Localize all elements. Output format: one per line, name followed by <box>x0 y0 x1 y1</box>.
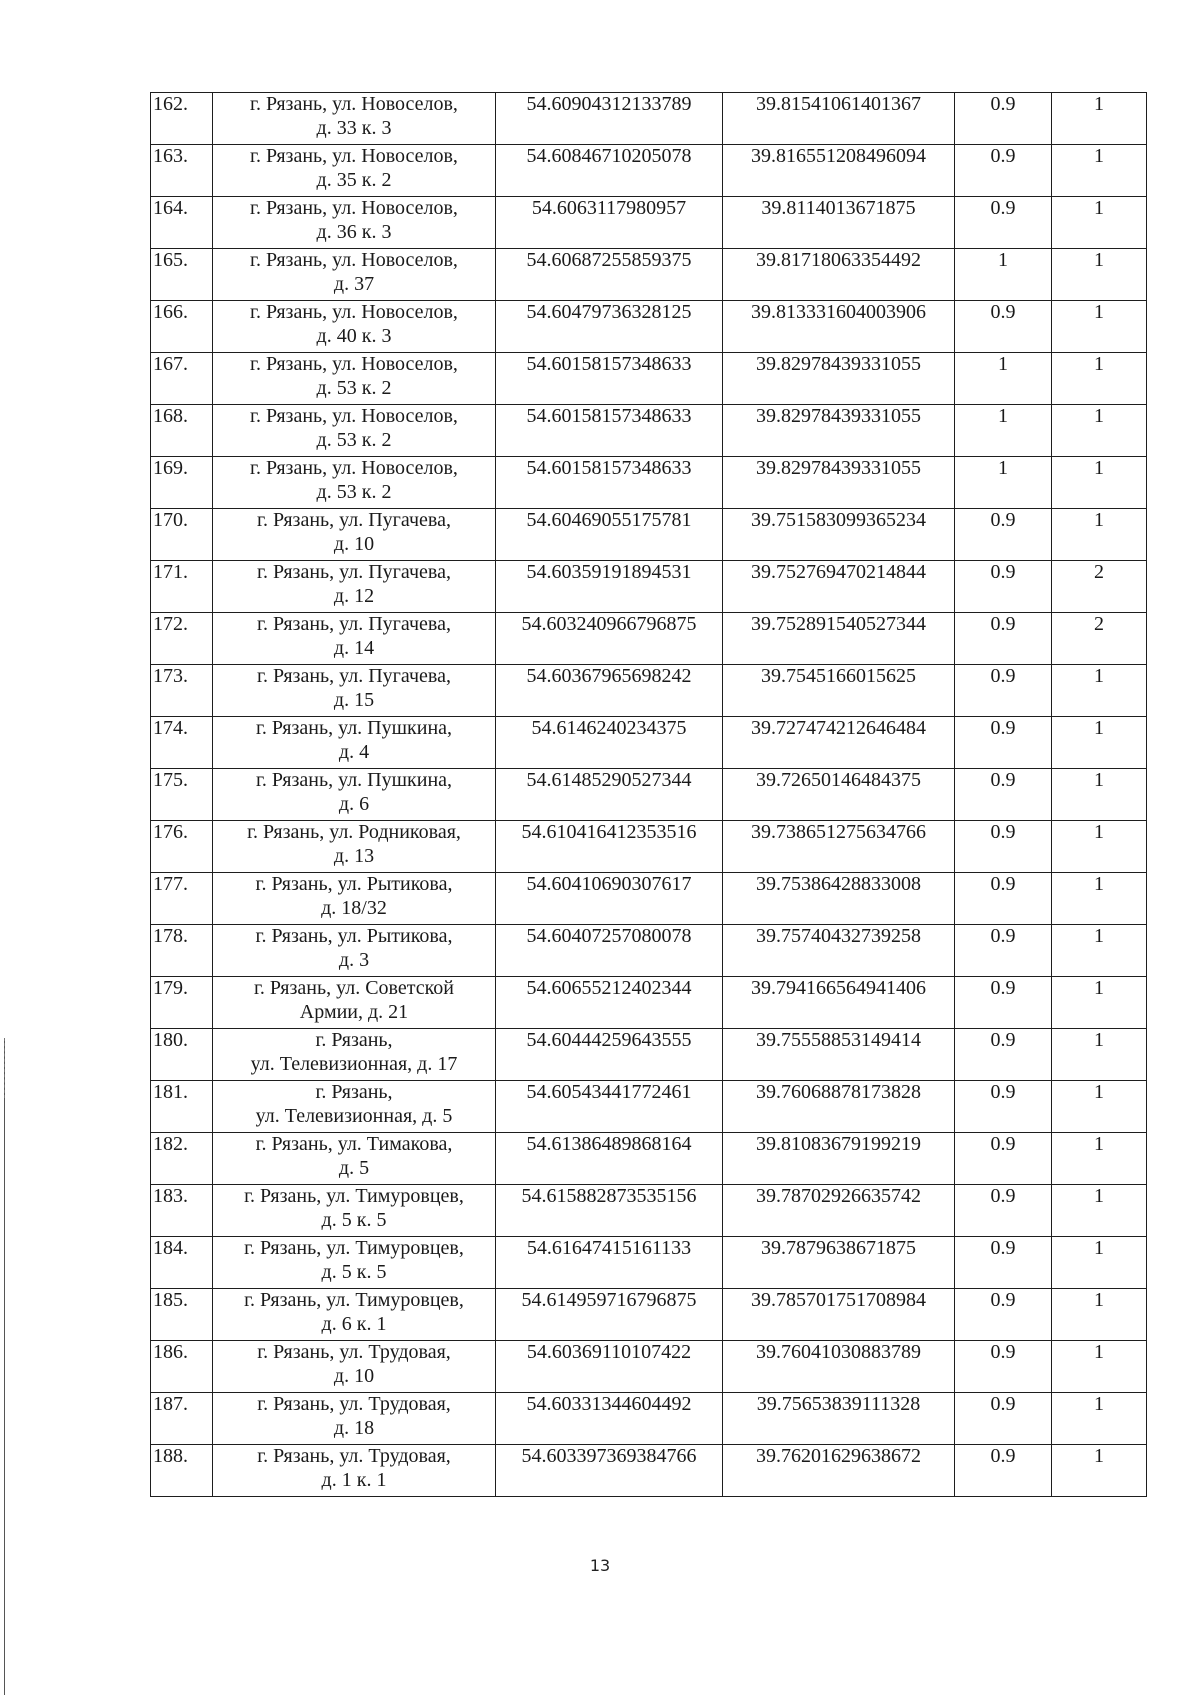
row-number-cell: 174. <box>151 717 213 769</box>
row-number-cell: 188. <box>151 1445 213 1497</box>
value-b-cell: 1 <box>1052 1445 1147 1497</box>
value-b-cell: 1 <box>1052 249 1147 301</box>
address-cell <box>213 821 496 873</box>
longitude-cell: 39.75558853149414 <box>723 1029 955 1081</box>
address-cell <box>213 665 496 717</box>
value-a-cell: 0.9 <box>955 145 1052 197</box>
address-cell <box>213 197 496 249</box>
address-line-1: г. Рязань, ул. Пугачева, <box>257 613 451 635</box>
longitude-cell: 39.72650146484375 <box>723 769 955 821</box>
latitude-cell: 54.603240966796875 <box>496 613 723 665</box>
address-line-2: д. 4 <box>338 741 370 763</box>
address-line-2: д. 53 к. 2 <box>316 481 392 503</box>
row-number-cell: 177. <box>151 873 213 925</box>
address-cell <box>213 301 496 353</box>
table-row <box>151 457 1147 509</box>
latitude-cell: 54.60904312133789 <box>496 93 723 145</box>
latitude-cell: 54.61386489868164 <box>496 1133 723 1185</box>
value-a-cell: 0.9 <box>955 769 1052 821</box>
latitude-cell: 54.610416412353516 <box>496 821 723 873</box>
address-line-1: г. Рязань, ул. Новоселов, <box>250 93 458 115</box>
table-row <box>151 821 1147 873</box>
latitude-cell: 54.60469055175781 <box>496 509 723 561</box>
longitude-cell: 39.76041030883789 <box>723 1341 955 1393</box>
address-line-2: д. 6 <box>338 793 370 815</box>
table-row <box>151 769 1147 821</box>
address-line-1: г. Рязань, ул. Пугачева, <box>257 509 451 531</box>
address-line-2: д. 5 к. 5 <box>321 1209 387 1231</box>
table-row <box>151 561 1147 613</box>
value-a-cell: 0.9 <box>955 301 1052 353</box>
value-b-cell: 1 <box>1052 769 1147 821</box>
address-cell <box>213 1341 496 1393</box>
address-line-2: д. 33 к. 3 <box>316 117 392 139</box>
row-number-cell: 180. <box>151 1029 213 1081</box>
value-b-cell: 2 <box>1052 613 1147 665</box>
address-line-1: г. Рязань, <box>315 1029 393 1051</box>
address-line-2: д. 15 <box>333 689 375 711</box>
row-number-cell: 184. <box>151 1237 213 1289</box>
longitude-cell: 39.794166564941406 <box>723 977 955 1029</box>
address-cell <box>213 1445 496 1497</box>
longitude-cell: 39.7545166015625 <box>723 665 955 717</box>
value-b-cell: 1 <box>1052 665 1147 717</box>
longitude-cell: 39.81718063354492 <box>723 249 955 301</box>
address-line-1: г. Рязань, ул. Пугачева, <box>257 561 451 583</box>
address-line-1: г. Рязань, ул. Пушкина, <box>255 717 453 739</box>
value-a-cell: 0.9 <box>955 1445 1052 1497</box>
address-cell <box>213 405 496 457</box>
row-number-cell: 176. <box>151 821 213 873</box>
address-line-1: г. Рязань, ул. Новоселов, <box>250 457 458 479</box>
address-line-2: ул. Телевизионная, д. 5 <box>255 1105 453 1127</box>
address-line-1: г. Рязань, ул. Трудовая, <box>257 1445 451 1467</box>
longitude-cell: 39.785701751708984 <box>723 1289 955 1341</box>
value-b-cell: 1 <box>1052 145 1147 197</box>
value-a-cell: 1 <box>955 405 1052 457</box>
table-row <box>151 93 1147 145</box>
address-line-2: д. 53 к. 2 <box>316 377 392 399</box>
value-a-cell: 0.9 <box>955 561 1052 613</box>
value-b-cell: 1 <box>1052 821 1147 873</box>
address-cell <box>213 717 496 769</box>
value-b-cell: 1 <box>1052 1029 1147 1081</box>
address-line-2: д. 53 к. 2 <box>316 429 392 451</box>
table-row <box>151 717 1147 769</box>
address-coordinates-table <box>150 92 1147 1497</box>
address-line-2: д. 1 к. 1 <box>321 1469 387 1491</box>
table-row <box>151 665 1147 717</box>
table-row <box>151 1185 1147 1237</box>
value-a-cell: 0.9 <box>955 977 1052 1029</box>
address-line-1: г. Рязань, <box>315 1081 393 1103</box>
row-number-cell: 175. <box>151 769 213 821</box>
latitude-cell: 54.60359191894531 <box>496 561 723 613</box>
table-row <box>151 1445 1147 1497</box>
latitude-cell: 54.614959716796875 <box>496 1289 723 1341</box>
value-b-cell: 1 <box>1052 301 1147 353</box>
latitude-cell: 54.6063117980957 <box>496 197 723 249</box>
value-a-cell: 0.9 <box>955 873 1052 925</box>
address-cell <box>213 925 496 977</box>
longitude-cell: 39.727474212646484 <box>723 717 955 769</box>
value-a-cell: 0.9 <box>955 1029 1052 1081</box>
longitude-cell: 39.75740432739258 <box>723 925 955 977</box>
address-cell <box>213 561 496 613</box>
page-number: 13 <box>589 1556 611 1575</box>
address-cell <box>213 1289 496 1341</box>
value-a-cell: 0.9 <box>955 1081 1052 1133</box>
address-line-2: д. 5 к. 5 <box>321 1261 387 1283</box>
address-cell <box>213 353 496 405</box>
latitude-cell: 54.60846710205078 <box>496 145 723 197</box>
latitude-cell: 54.61485290527344 <box>496 769 723 821</box>
longitude-cell: 39.81083679199219 <box>723 1133 955 1185</box>
address-line-2: д. 14 <box>333 637 375 659</box>
value-a-cell: 0.9 <box>955 613 1052 665</box>
longitude-cell: 39.75386428833008 <box>723 873 955 925</box>
address-line-2: д. 36 к. 3 <box>316 221 392 243</box>
value-a-cell: 1 <box>955 249 1052 301</box>
value-b-cell: 1 <box>1052 405 1147 457</box>
table-row <box>151 1029 1147 1081</box>
scan-edge-mark <box>4 1038 5 1098</box>
address-cell <box>213 1029 496 1081</box>
value-a-cell: 0.9 <box>955 1133 1052 1185</box>
value-b-cell: 1 <box>1052 1393 1147 1445</box>
latitude-cell: 54.60369110107422 <box>496 1341 723 1393</box>
row-number-cell: 181. <box>151 1081 213 1133</box>
address-cell <box>213 145 496 197</box>
address-line-2: д. 13 <box>333 845 375 867</box>
longitude-cell: 39.813331604003906 <box>723 301 955 353</box>
value-a-cell: 0.9 <box>955 717 1052 769</box>
address-cell <box>213 1185 496 1237</box>
row-number-cell: 168. <box>151 405 213 457</box>
value-a-cell: 1 <box>955 457 1052 509</box>
value-a-cell: 0.9 <box>955 93 1052 145</box>
value-b-cell: 1 <box>1052 197 1147 249</box>
table-row <box>151 1081 1147 1133</box>
address-cell <box>213 1393 496 1445</box>
latitude-cell: 54.615882873535156 <box>496 1185 723 1237</box>
row-number-cell: 171. <box>151 561 213 613</box>
table-row <box>151 145 1147 197</box>
value-b-cell: 1 <box>1052 1081 1147 1133</box>
value-a-cell: 0.9 <box>955 509 1052 561</box>
address-cell <box>213 769 496 821</box>
latitude-cell: 54.60331344604492 <box>496 1393 723 1445</box>
longitude-cell: 39.752769470214844 <box>723 561 955 613</box>
address-cell <box>213 977 496 1029</box>
address-cell <box>213 93 496 145</box>
value-b-cell: 1 <box>1052 1289 1147 1341</box>
table-row <box>151 509 1147 561</box>
longitude-cell: 39.78702926635742 <box>723 1185 955 1237</box>
table-row <box>151 1289 1147 1341</box>
table-body <box>151 93 1147 1497</box>
table-row <box>151 353 1147 405</box>
row-number-cell: 173. <box>151 665 213 717</box>
address-cell <box>213 1237 496 1289</box>
address-cell <box>213 509 496 561</box>
latitude-cell: 54.60687255859375 <box>496 249 723 301</box>
row-number-cell: 167. <box>151 353 213 405</box>
latitude-cell: 54.61647415161133 <box>496 1237 723 1289</box>
address-line-1: г. Рязань, ул. Трудовая, <box>257 1341 451 1363</box>
address-line-1: г. Рязань, ул. Тимуровцев, <box>244 1237 464 1259</box>
value-a-cell: 0.9 <box>955 1289 1052 1341</box>
table-row <box>151 1393 1147 1445</box>
address-line-2: д. 6 к. 1 <box>321 1313 387 1335</box>
latitude-cell: 54.60367965698242 <box>496 665 723 717</box>
value-b-cell: 1 <box>1052 509 1147 561</box>
address-line-1: г. Рязань, ул. Пугачева, <box>257 665 451 687</box>
longitude-cell: 39.752891540527344 <box>723 613 955 665</box>
value-a-cell: 0.9 <box>955 925 1052 977</box>
address-line-2: д. 5 <box>338 1157 370 1179</box>
address-line-2: д. 12 <box>333 585 375 607</box>
value-a-cell: 0.9 <box>955 1237 1052 1289</box>
address-cell <box>213 1133 496 1185</box>
value-a-cell: 1 <box>955 353 1052 405</box>
address-line-1: г. Рязань, ул. Новоселов, <box>250 197 458 219</box>
value-b-cell: 1 <box>1052 93 1147 145</box>
value-b-cell: 1 <box>1052 977 1147 1029</box>
address-cell <box>213 1081 496 1133</box>
table-row <box>151 925 1147 977</box>
latitude-cell: 54.60479736328125 <box>496 301 723 353</box>
table-row <box>151 613 1147 665</box>
table-row <box>151 301 1147 353</box>
value-b-cell: 1 <box>1052 1341 1147 1393</box>
longitude-cell: 39.8114013671875 <box>723 197 955 249</box>
address-line-1: г. Рязань, ул. Рытикова, <box>255 873 453 895</box>
value-a-cell: 0.9 <box>955 1185 1052 1237</box>
value-a-cell: 0.9 <box>955 665 1052 717</box>
latitude-cell: 54.60410690307617 <box>496 873 723 925</box>
address-line-2: д. 35 к. 2 <box>316 169 392 191</box>
table-row <box>151 405 1147 457</box>
address-line-1: г. Рязань, ул. Советской <box>253 977 455 999</box>
address-line-1: г. Рязань, ул. Тимакова, <box>255 1133 453 1155</box>
longitude-cell: 39.82978439331055 <box>723 405 955 457</box>
address-line-2: д. 18/32 <box>321 897 387 919</box>
row-number-cell: 166. <box>151 301 213 353</box>
address-line-2: д. 3 <box>338 949 370 971</box>
longitude-cell: 39.816551208496094 <box>723 145 955 197</box>
value-b-cell: 1 <box>1052 457 1147 509</box>
table-row <box>151 1341 1147 1393</box>
row-number-cell: 164. <box>151 197 213 249</box>
value-a-cell: 0.9 <box>955 1393 1052 1445</box>
latitude-cell: 54.6146240234375 <box>496 717 723 769</box>
latitude-cell: 54.60407257080078 <box>496 925 723 977</box>
address-cell <box>213 873 496 925</box>
latitude-cell: 54.60655212402344 <box>496 977 723 1029</box>
table-row <box>151 873 1147 925</box>
value-b-cell: 1 <box>1052 1185 1147 1237</box>
value-b-cell: 1 <box>1052 717 1147 769</box>
address-line-2: Армии, д. 21 <box>299 1001 409 1023</box>
value-b-cell: 1 <box>1052 1237 1147 1289</box>
address-line-2: ул. Телевизионная, д. 17 <box>250 1053 458 1075</box>
address-line-1: г. Рязань, ул. Новоселов, <box>250 405 458 427</box>
value-b-cell: 1 <box>1052 873 1147 925</box>
row-number-cell: 178. <box>151 925 213 977</box>
address-line-2: д. 10 <box>333 1365 375 1387</box>
address-line-1: г. Рязань, ул. Тимуровцев, <box>244 1185 464 1207</box>
row-number-cell: 186. <box>151 1341 213 1393</box>
value-b-cell: 1 <box>1052 925 1147 977</box>
longitude-cell: 39.75653839111328 <box>723 1393 955 1445</box>
address-cell <box>213 457 496 509</box>
longitude-cell: 39.751583099365234 <box>723 509 955 561</box>
table-row <box>151 1237 1147 1289</box>
address-line-1: г. Рязань, ул. Новоселов, <box>250 301 458 323</box>
row-number-cell: 183. <box>151 1185 213 1237</box>
value-a-cell: 0.9 <box>955 821 1052 873</box>
longitude-cell: 39.7879638671875 <box>723 1237 955 1289</box>
address-line-1: г. Рязань, ул. Рытикова, <box>255 925 453 947</box>
row-number-cell: 182. <box>151 1133 213 1185</box>
table-row <box>151 977 1147 1029</box>
latitude-cell: 54.60158157348633 <box>496 353 723 405</box>
address-line-2: д. 18 <box>333 1417 375 1439</box>
address-line-2: д. 10 <box>333 533 375 555</box>
value-a-cell: 0.9 <box>955 197 1052 249</box>
value-a-cell: 0.9 <box>955 1341 1052 1393</box>
longitude-cell: 39.82978439331055 <box>723 353 955 405</box>
address-cell <box>213 613 496 665</box>
row-number-cell: 172. <box>151 613 213 665</box>
address-line-1: г. Рязань, ул. Новоселов, <box>250 145 458 167</box>
row-number-cell: 169. <box>151 457 213 509</box>
row-number-cell: 170. <box>151 509 213 561</box>
longitude-cell: 39.81541061401367 <box>723 93 955 145</box>
row-number-cell: 187. <box>151 1393 213 1445</box>
address-line-1: г. Рязань, ул. Новоселов, <box>250 249 458 271</box>
address-line-1: г. Рязань, ул. Родниковая, <box>247 821 461 843</box>
table-row <box>151 197 1147 249</box>
value-b-cell: 1 <box>1052 1133 1147 1185</box>
longitude-cell: 39.82978439331055 <box>723 457 955 509</box>
row-number-cell: 163. <box>151 145 213 197</box>
scan-edge-line <box>4 1038 5 1695</box>
address-cell <box>213 249 496 301</box>
value-b-cell: 1 <box>1052 353 1147 405</box>
address-line-2: д. 40 к. 3 <box>316 325 392 347</box>
latitude-cell: 54.60543441772461 <box>496 1081 723 1133</box>
address-line-1: г. Рязань, ул. Трудовая, <box>257 1393 451 1415</box>
longitude-cell: 39.76201629638672 <box>723 1445 955 1497</box>
row-number-cell: 179. <box>151 977 213 1029</box>
value-b-cell: 2 <box>1052 561 1147 613</box>
address-line-1: г. Рязань, ул. Тимуровцев, <box>244 1289 464 1311</box>
address-line-1: г. Рязань, ул. Пушкина, <box>255 769 453 791</box>
address-line-1: г. Рязань, ул. Новоселов, <box>250 353 458 375</box>
longitude-cell: 39.76068878173828 <box>723 1081 955 1133</box>
row-number-cell: 185. <box>151 1289 213 1341</box>
longitude-cell: 39.738651275634766 <box>723 821 955 873</box>
latitude-cell: 54.603397369384766 <box>496 1445 723 1497</box>
latitude-cell: 54.60158157348633 <box>496 457 723 509</box>
address-line-2: д. 37 <box>333 273 375 295</box>
row-number-cell: 165. <box>151 249 213 301</box>
row-number-cell: 162. <box>151 93 213 145</box>
table-row <box>151 1133 1147 1185</box>
latitude-cell: 54.60158157348633 <box>496 405 723 457</box>
latitude-cell: 54.60444259643555 <box>496 1029 723 1081</box>
table-row <box>151 249 1147 301</box>
